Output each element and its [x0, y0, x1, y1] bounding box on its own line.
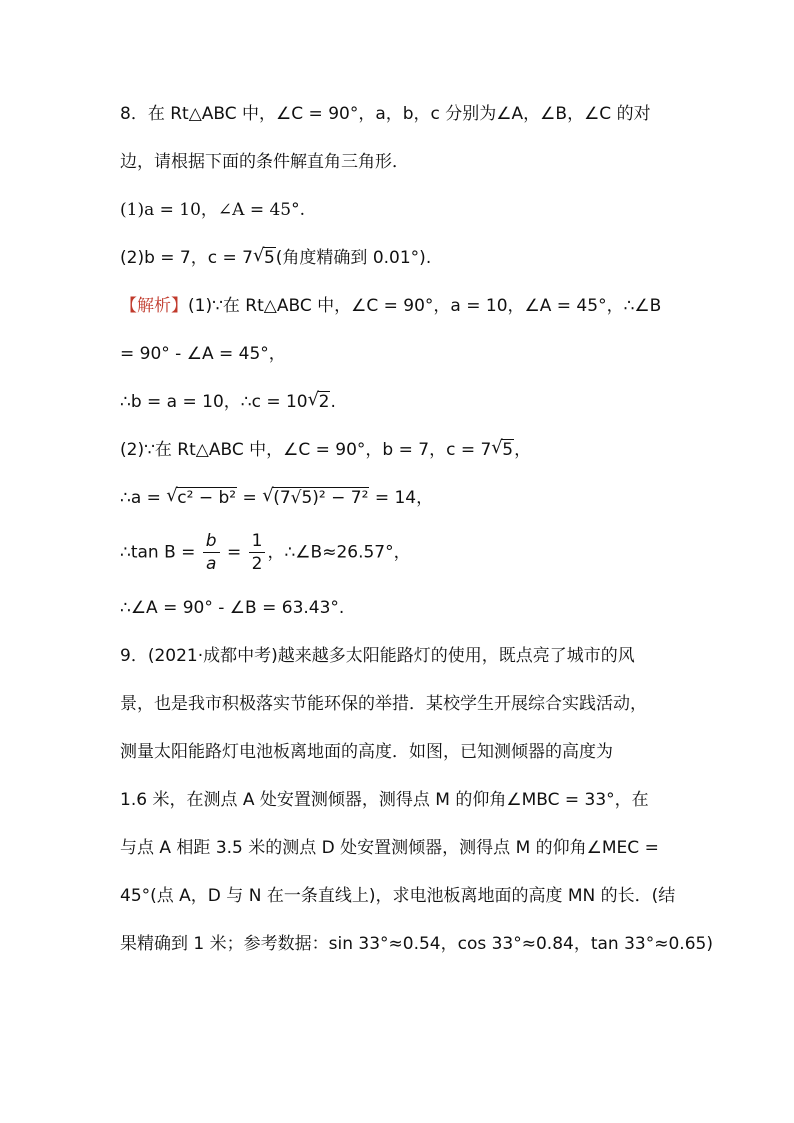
solution-line-2: = 90° - ∠A = 45°，: [120, 344, 286, 364]
solution-line-5-prefix: ∴a =: [120, 488, 167, 508]
question-8-part-2: [120, 246, 734, 274]
solution-line-4-prefix: (2)∵在 Rt△ABC 中，∠C = 90°，b = 7，c = 7: [120, 440, 492, 460]
solution-line-3-prefix: ∴b = a = 10，∴c = 10: [120, 392, 308, 412]
solution-line-6-prefix: ∴tan B =: [120, 542, 201, 563]
question-9-line-6: 45°(点 A，D 与 N 在一条直线上)，求电池板离地面的高度 MN 的长．(结: [120, 886, 676, 906]
part-2-suffix: (角度精确到 0.01°).: [275, 248, 432, 268]
solution-line-1-text: (1)∵在 Rt△ABC 中，∠C = 90°，a = 10，∠A = 45°，∴∠B: [188, 296, 662, 316]
solution-line-6-suffix: ，∴∠B≈26.57°，: [267, 542, 411, 563]
question-8-part-1: (1)a = 10，∠A = 45°.: [120, 200, 306, 220]
solution-line-3: [120, 390, 734, 418]
radicand: 2: [318, 392, 330, 412]
denominator: 2: [251, 554, 263, 574]
solution-line-5: [120, 486, 734, 514]
fraction: [249, 530, 266, 575]
radicand: (7√5)² − 7²: [273, 488, 369, 508]
solution-line-6: [120, 530, 734, 574]
radicand: c² − b²: [177, 488, 237, 508]
question-9-line-4: 1.6 米，在测点 A 处安置测倾器，测得点 M 的仰角∠MBC = 33°，在: [120, 790, 649, 810]
question-9-line-3: 测量太阳能路灯电池板离地面的高度．如图，已知测倾器的高度为: [120, 742, 613, 762]
question-8-line-1: 8．在 Rt△ABC 中，∠C = 90°，a，b，c 分别为∠A，∠B，∠C 的对: [120, 104, 651, 124]
question-9-line-1: 9．(2021·成都中考)越来越多太阳能路灯的使用，既点亮了城市的风: [120, 646, 635, 666]
denominator: a: [205, 554, 217, 574]
solution-line-4-suffix: ，: [514, 440, 532, 460]
fraction: [203, 530, 220, 575]
solution-line-4: [120, 438, 734, 466]
question-8-line-2: 边，请根据下面的条件解直角三角形．: [120, 152, 409, 172]
solution-line-5-suffix: = 14，: [369, 488, 434, 508]
numerator: 1: [249, 530, 266, 553]
question-9-line-2: 景，也是我市积极落实节能环保的举措．某校学生开展综合实践活动，: [120, 694, 647, 714]
solution-line-3-suffix: .: [330, 392, 336, 412]
sqrt-symbol: [309, 390, 331, 414]
sqrt-symbol: [167, 486, 237, 510]
numerator: b: [203, 530, 220, 553]
solution-tag: 【解析】: [120, 296, 188, 316]
part-2-prefix: (2)b = 7，c = 7: [120, 248, 253, 268]
radicand: 5: [502, 440, 514, 460]
solution-line-7: ∴∠A = 90° - ∠B = 63.43°.: [120, 598, 345, 618]
equals: =: [221, 542, 247, 563]
radicand: 5: [263, 248, 275, 268]
solution-line-1: [120, 294, 734, 322]
sqrt-symbol: [254, 246, 276, 270]
sqrt-symbol: [492, 438, 514, 462]
question-9-line-7: 果精确到 1 米；参考数据：sin 33°≈0.54，cos 33°≈0.84，tan 33°≈0.65): [120, 934, 713, 954]
equals: =: [237, 488, 263, 508]
question-9-line-5: 与点 A 相距 3.5 米的测点 D 处安置测倾器，测得点 M 的仰角∠MEC =: [120, 838, 659, 858]
sqrt-symbol: [263, 486, 369, 510]
